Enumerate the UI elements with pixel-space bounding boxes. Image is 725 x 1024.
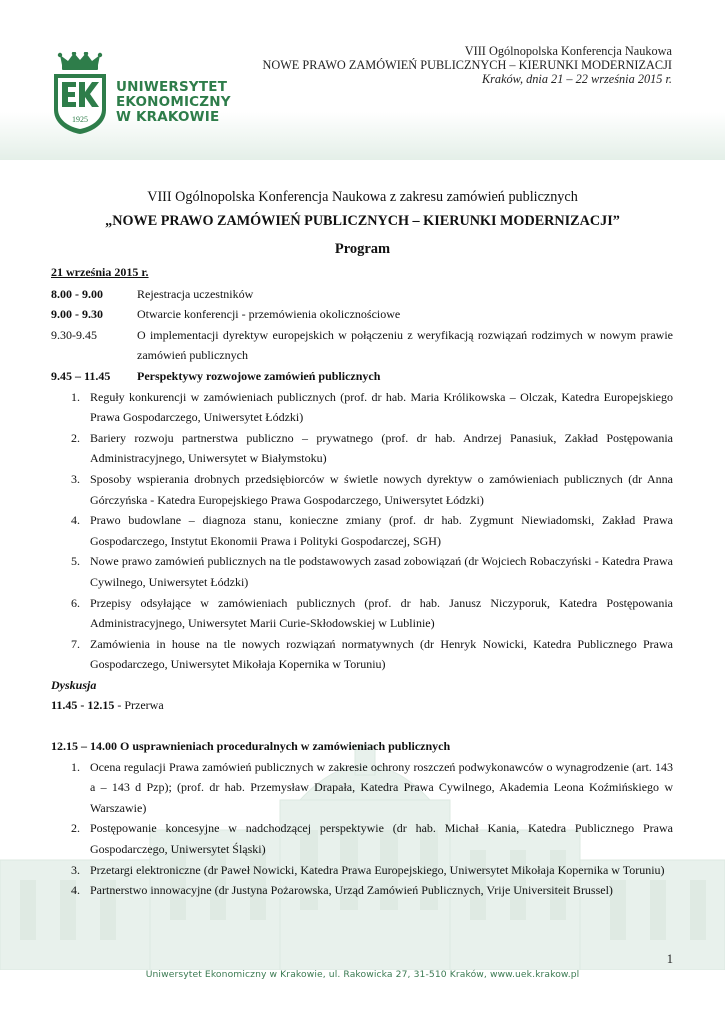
item-number: 1. xyxy=(71,389,80,404)
schedule-row xyxy=(51,284,673,305)
item-text: Ocena regulacji Prawa zamówień publicznych w zakresie ochrony roszczeń podwykonawców o wynagrodzenie (art. 143 a – 143 d Pzp); (prof. dr hab. Przemysław Drapała, Katedra Prawa Cywilnego, Akademia Leona Koźmińskiego w Warszawie) xyxy=(90,759,673,815)
block-title: Perspektywy rozwojowe zamówień publicznych xyxy=(137,368,381,383)
list-item xyxy=(51,860,673,881)
schedule-time: 8.00 - 9.00 xyxy=(51,286,103,301)
block2-list xyxy=(51,757,673,901)
item-number: 4. xyxy=(71,883,80,898)
item-text: Nowe prawo zamówień publicznych na tle podstawowych zasad zobowiązań (dr Wojciech Robaczyński - Katedra Prawa Cywilnego, Uniwersytet Łódzki) xyxy=(90,554,673,589)
list-item xyxy=(51,634,673,675)
break-label: - Przerwa xyxy=(114,698,164,713)
item-number: 7. xyxy=(71,636,80,651)
item-number: 5. xyxy=(71,554,80,569)
university-name xyxy=(116,80,231,125)
university-name-line2: EKONOMICZNY xyxy=(116,94,231,110)
list-item xyxy=(51,880,673,901)
block-heading xyxy=(51,366,673,387)
item-number: 2. xyxy=(71,821,80,836)
item-number: 2. xyxy=(71,430,80,445)
conference-header xyxy=(262,44,672,86)
list-item xyxy=(51,551,673,592)
list-item xyxy=(51,428,673,469)
item-text: Przepisy odsyłające w zamówieniach publicznych (prof. dr hab. Janusz Niczyporuk, Katedra Postępowania Administracyjnego, Uniwersytet Marii Curie-Skłodowskiej w Lublinie) xyxy=(90,595,673,631)
item-text: Przetargi elektroniczne (dr Paweł Nowicki, Katedra Prawa Europejskiego, Uniwersytet Mikołaja Kopernika w Toruniu) xyxy=(90,862,665,877)
item-text: Sposoby wspierania drobnych przedsiębiorców w świetle nowych dyrektyw o zamówieniach publicznych (dr Anna Górczyńska - Katedra Europejskiego Prawa Gospodarczego, Uniwersytet Łódzki) xyxy=(90,471,673,507)
item-number: 4. xyxy=(71,513,80,528)
schedule-desc: Otwarcie konferencji - przemówienia okolicznościowe xyxy=(137,307,401,322)
item-number: 1. xyxy=(71,759,80,774)
conference-header-line1: VIII Ogólnopolska Konferencja Naukowa xyxy=(464,44,672,58)
item-text: Postępowanie koncesyjne w nadchodzącej perspektywie (dr hab. Michał Kania, Katedra Publicznego Prawa Gospodarczego, Uniwersytet Śląski) xyxy=(90,821,673,857)
schedule-time: 9.30-9.45 xyxy=(51,327,97,342)
document-titles xyxy=(0,188,725,258)
list-item xyxy=(51,510,673,551)
list-item xyxy=(51,469,673,510)
block-time: 9.45 – 11.45 xyxy=(51,368,111,383)
program-content xyxy=(51,262,673,901)
logo-year: 1925 xyxy=(72,115,88,124)
item-text: Partnerstwo innowacyjne (dr Justyna Pożarowska, Urząd Zamówień Publicznych, Vrije Universiteit Brussel) xyxy=(90,883,613,898)
university-name-line3: W KRAKOWIE xyxy=(116,109,220,125)
item-text: Prawo budowlane – diagnoza stanu, konieczne zmiany (prof. dr hab. Zygmunt Niewiadomski, Zakład Prawa Gospodarczego, Instytut Ekonomii Prawa i Polityki Gospodarczej, SGH) xyxy=(90,513,673,548)
conference-header-date: Kraków, dnia 21 – 22 września 2015 r. xyxy=(481,72,672,86)
schedule-desc: Rejestracja uczestników xyxy=(137,286,254,301)
item-number: 3. xyxy=(71,862,80,877)
discussion-label: Dyskusja xyxy=(51,677,97,692)
item-number: 6. xyxy=(71,595,80,610)
conference-header-line2: NOWE PRAWO ZAMÓWIEŃ PUBLICZNYCH – KIERUNKI MODERNIZACJI xyxy=(262,58,672,72)
break-time: 11.45 - 12.15 xyxy=(51,698,115,713)
conference-title: VIII Ogólnopolska Konferencja Naukowa z zakresu zamówień publicznych xyxy=(147,189,578,205)
footer-address: Uniwersytet Ekonomiczny w Krakowie, ul. Rakowicka 27, 31-510 Kraków, www.uek.krakow.pl xyxy=(145,969,580,980)
schedule-row xyxy=(51,325,673,366)
item-text: Zamówienia in house na tle nowych rozwiązań normatywnych (dr Henryk Nowicki, Katedra Publicznego Prawa Gospodarczego, Uniwersytet Mikołaja Kopernika w Toruniu) xyxy=(90,636,673,672)
block2-title: O usprawnieniach proceduralnych w zamówieniach publicznych xyxy=(117,739,451,754)
block2-heading xyxy=(51,736,673,757)
conference-theme: „NOWE PRAWO ZAMÓWIEŃ PUBLICZNYCH – KIERUNKI MODERNIZACJI” xyxy=(105,213,620,229)
program-heading: Program xyxy=(334,241,391,257)
list-item xyxy=(51,818,673,859)
block2-time: 12.15 – 14.00 xyxy=(51,739,117,754)
item-text: Bariery rozwoju partnerstwa publiczno – prywatnego (prof. dr hab. Andrzej Panasiuk, Zakład Postępowania Administracyjnego, Uniwersytet w Białymstoku) xyxy=(90,430,673,466)
page-number: 1 xyxy=(666,952,673,966)
item-text: Reguły konkurencji w zamówieniach publicznych (prof. dr hab. Maria Królikowska – Olczak, Katedra Europejskiego Prawa Gospodarczego, Uniwersytet Łódzki) xyxy=(90,389,673,425)
university-logo-icon xyxy=(52,52,108,134)
item-number: 3. xyxy=(71,471,80,486)
spacer xyxy=(51,716,673,736)
list-item xyxy=(51,387,673,428)
schedule-row xyxy=(51,304,673,325)
university-name-line1: UNIWERSYTET xyxy=(116,79,228,95)
schedule-time: 9.00 - 9.30 xyxy=(51,307,103,322)
schedule-desc: O implementacji dyrektyw europejskich w połączeniu z weryfikacją rozwiązań rodzimych w nowym prawie zamówień publicznych xyxy=(137,327,673,363)
block1-list xyxy=(51,387,673,675)
break-row xyxy=(51,695,673,716)
list-item xyxy=(51,757,673,819)
list-item xyxy=(51,593,673,634)
program-date: 21 września 2015 r. xyxy=(51,265,149,279)
